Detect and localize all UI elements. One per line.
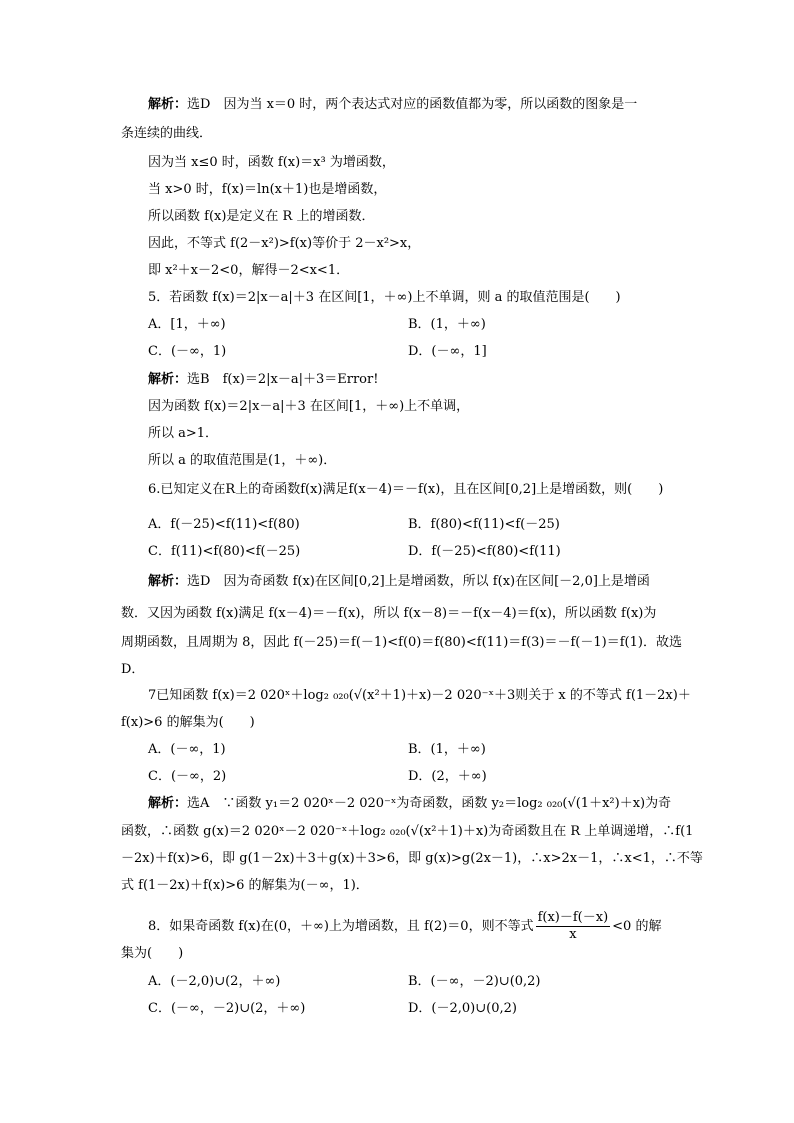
q7-option-c: C．(－∞，2) xyxy=(148,769,227,784)
q5-option-d: D．(－∞，1] xyxy=(408,344,487,359)
solution-label: 解析： xyxy=(148,97,188,112)
q5-option-a: A．[1，＋∞) xyxy=(148,317,226,332)
q6-option-a: A．f(－25)<f(11)<f(80) xyxy=(148,517,300,532)
solution-5-line-4: 所以 a 的取值范围是(1，＋∞)． xyxy=(148,453,337,468)
solution-label: 解析： xyxy=(148,574,188,589)
q7-option-d: D．(2，＋∞) xyxy=(408,769,487,784)
q8-option-d: D．(－2,0)∪(0,2) xyxy=(408,1001,517,1016)
q5-option-b: B．(1，＋∞) xyxy=(408,317,486,332)
solution-5-line-1: 解析：选B f(x)＝2|x－a|＋3＝Error! xyxy=(148,372,379,387)
q5-option-c: C．(－∞，1) xyxy=(148,344,227,359)
q6-option-b: B．f(80)<f(11)<f(－25) xyxy=(408,517,560,532)
question-5: 5．若函数 f(x)＝2|x－a|＋3 在区间[1，＋∞)上不单调，则 a 的取值范围是( ) xyxy=(148,290,621,305)
solution-7-line-3: －2x)＋f(x)>6，即 g(1－2x)＋3＋g(x)＋3>6，即 g(x)>g(2x－1)，∴x>2x－1，∴x<1，∴不等 xyxy=(121,851,703,866)
solution-4-line-3: 因为当 x≤0 时，函数 f(x)＝x³ 为增函数， xyxy=(148,155,395,170)
solution-6-line-4: D． xyxy=(121,662,145,677)
question-8-line-1: 8．如果奇函数 f(x)在(0，＋∞)上为增函数，且 f(2)＝0，则不等式 $\frac{f(x)-f(-x)}{x}$ <0 的解 xyxy=(148,910,662,942)
solution-7-line-2: 函数，∴函数 g(x)＝2 020ˣ－2 020⁻ˣ＋log₂ ₀₂₀(√(x²＋1)＋x)为奇函数且在 R 上单调递增，∴f(1 xyxy=(121,824,694,839)
solution-6-line-2: 数．又因为函数 f(x)满足 f(x－4)＝－f(x)，所以 f(x－8)＝－f(x－4)＝f(x)，所以函数 f(x)为 xyxy=(121,606,657,621)
solution-label: 解析： xyxy=(148,372,188,387)
question-7-line-2: f(x)>6 的解集为( ) xyxy=(121,715,255,730)
solution-4-line-7: 即 x²＋x－2<0，解得－2<x<1． xyxy=(148,263,350,278)
question-8-line-2: 集为( ) xyxy=(121,946,184,961)
q6-option-d: D．f(－25)<f(80)<f(11) xyxy=(408,544,561,559)
solution-7-line-1: 解析：选A ∵函数 y₁＝2 020ˣ－2 020⁻ˣ为奇函数，函数 y₂＝log₂ ₀₂₀(√(1＋x²)＋x)为奇 xyxy=(148,796,672,811)
question-7-line-1: 7已知函数 f(x)＝2 020ˣ＋log₂ ₀₂₀(√(x²＋1)＋x)－2 020⁻ˣ＋3则关于 x 的不等式 f(1－2x)＋ xyxy=(148,688,691,703)
q8-option-a: A．(－2,0)∪(2，＋∞) xyxy=(148,974,281,989)
solution-4-line-1: 解析：选D 因为当 x＝0 时，两个表达式对应的函数值都为零，所以函数的图象是一 xyxy=(148,97,638,112)
q8-option-b: B．(－∞，－2)∪(0,2) xyxy=(408,974,541,989)
q6-option-c: C．f(11)<f(80)<f(－25) xyxy=(148,544,301,559)
q7-option-a: A．(－∞，1) xyxy=(148,742,226,757)
solution-4-line-4: 当 x>0 时，f(x)＝ln(x＋1)也是增函数， xyxy=(148,182,387,197)
solution-label: 解析： xyxy=(148,796,188,811)
solution-7-line-4: 式 f(1－2x)＋f(x)>6 的解集为(－∞，1)． xyxy=(121,878,369,893)
solution-5-line-2: 因为函数 f(x)＝2|x－a|＋3 在区间[1，＋∞)上不单调， xyxy=(148,399,470,414)
solution-6-line-3: 周期函数，且周期为 8，因此 f(－25)＝f(－1)<f(0)＝f(80)<f(11)＝f(3)＝－f(－1)＝f(1)．故选 xyxy=(121,635,682,650)
inequality-fraction: $\frac{f(x)-f(-x)}{x}$ xyxy=(537,910,609,942)
q8-option-c: C．(－∞，－2)∪(2，＋∞) xyxy=(148,1001,306,1016)
solution-4-line-6: 因此，不等式 f(2－x²)>f(x)等价于 2－x²>x， xyxy=(148,236,421,251)
solution-5-line-3: 所以 a>1． xyxy=(148,426,219,441)
solution-6-line-1: 解析：选D 因为奇函数 f(x)在区间[0,2]上是增函数，所以 f(x)在区间[－2,0]上是增函 xyxy=(148,574,650,589)
q7-option-b: B．(1，＋∞) xyxy=(408,742,486,757)
solution-4-line-2: 条连续的曲线． xyxy=(121,126,213,141)
question-6: 6.已知定义在R上的奇函数f(x)满足f(x－4)＝－f(x)，且在区间[0,2]上是增函数，则( ) xyxy=(148,482,664,497)
solution-4-line-5: 所以函数 f(x)是定义在 R 上的增函数． xyxy=(148,209,375,224)
